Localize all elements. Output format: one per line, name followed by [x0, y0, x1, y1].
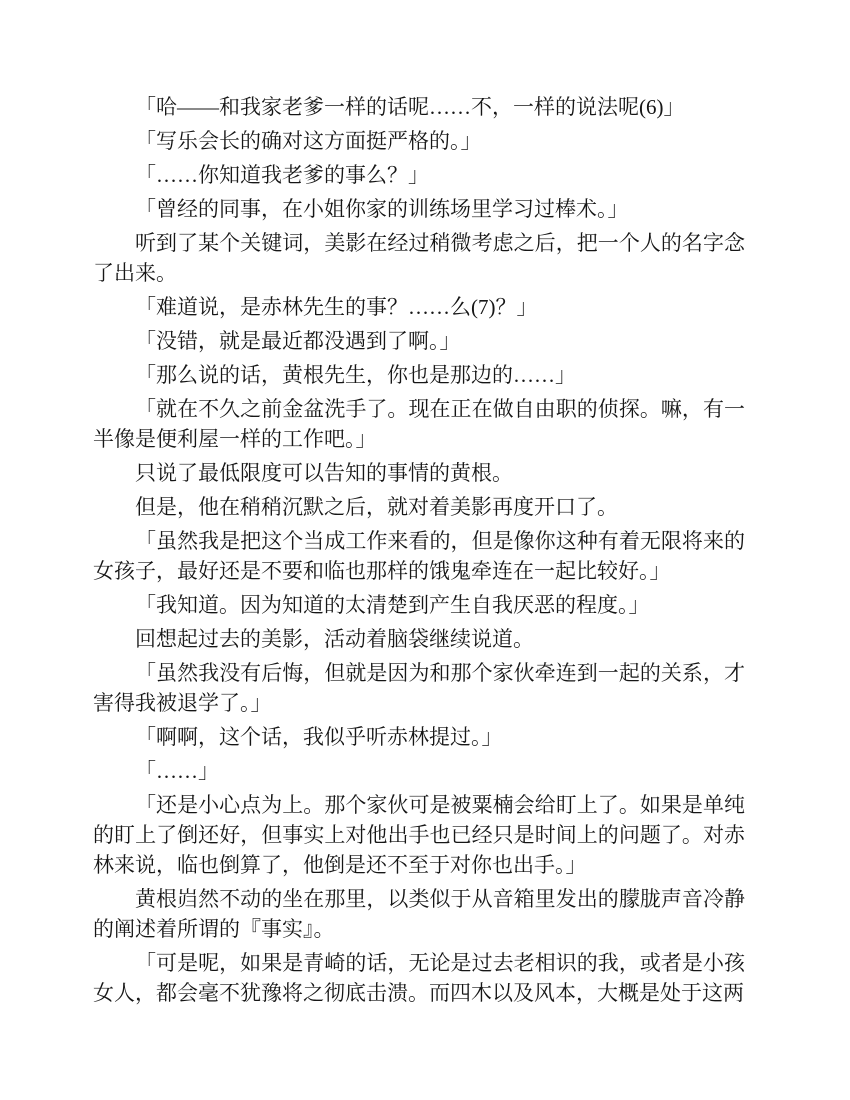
paragraph: 「难道说，是赤林先生的事？……么(7)？」	[135, 295, 538, 319]
paragraph: 「……」	[135, 759, 219, 783]
paragraph: 「虽然我没有后悔，但就是因为和那个家伙牵连到一起的关系，才害得我被退学了。」	[93, 661, 745, 715]
paragraph: 「写乐会长的确对这方面挺严格的。」	[135, 129, 482, 153]
paragraph: 听到了某个关键词，美影在经过稍微考虑之后，把一个人的名字念了出来。	[93, 231, 745, 285]
paragraph: 「就在不久之前金盆洗手了。现在正在做自由职的侦探。嘛，有一半像是便利屋一样的工作吧。」	[93, 397, 745, 451]
paragraph: 「曾经的同事，在小姐你家的训练场里学习过棒术。」	[135, 197, 629, 221]
paragraph: 只说了最低限度可以告知的事情的黄根。	[135, 461, 513, 485]
paragraph: 「哈——和我家老爹一样的话呢……不，一样的说法呢(6)」	[135, 95, 685, 119]
paragraph: 黄根岿然不动的坐在那里，以类似于从音箱里发出的朦胧声音冷静的阐述着所谓的『事实』。	[93, 887, 745, 941]
paragraph: 回想起过去的美影，活动着脑袋继续说道。	[135, 627, 534, 651]
paragraph: 「还是小心点为上。那个家伙可是被粟楠会给盯上了。如果是单纯的盯上了倒还好，但事实上对他出手也已经只是时间上的问题了。对赤林来说，临也倒算了，他倒是还不至于对你也出手。」	[93, 793, 745, 877]
paragraph: 「可是呢，如果是青崎的话，无论是过去老相识的我，或者是小孩女人，都会毫不犹豫将之彻底击溃。而四木以及风本，大概是处于这两	[93, 951, 745, 1005]
paragraph: 「没错，就是最近都没遇到了啊。」	[135, 329, 461, 353]
paragraph: 「我知道。因为知道的太清楚到产生自我厌恶的程度。」	[135, 593, 650, 617]
paragraph: 「啊啊，这个话，我似乎听赤林提过。」	[135, 725, 503, 749]
paragraph: 「那么说的话，黄根先生，你也是那边的……」	[135, 363, 576, 387]
paragraph-list	[93, 92, 745, 1012]
paragraph: 「……你知道我老爹的事么？」	[135, 163, 429, 187]
paragraph: 「虽然我是把这个当成工作来看的，但是像你这种有着无限将来的女孩子，最好还是不要和临也那样的饿鬼牵连在一起比较好。」	[93, 529, 745, 583]
paragraph: 但是，他在稍稍沉默之后，就对着美影再度开口了。	[135, 495, 618, 519]
